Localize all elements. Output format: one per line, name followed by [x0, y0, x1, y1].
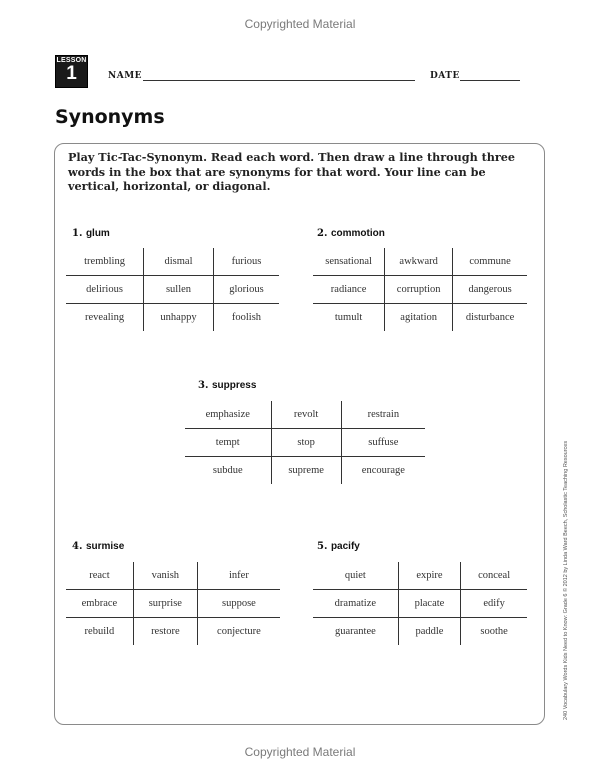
puzzle-number: 1. — [72, 228, 83, 239]
grid-row — [66, 617, 280, 645]
lesson-badge-label: LESSON — [56, 57, 87, 64]
grid-row — [313, 303, 527, 331]
grid-cell[interactable]: emphasize — [185, 401, 271, 429]
page-title: Synonyms — [55, 106, 165, 128]
puzzle-number: 2. — [317, 228, 328, 239]
grid-row — [66, 248, 279, 276]
puzzle-3-label — [198, 380, 256, 391]
puzzle-5-grid — [313, 562, 527, 645]
puzzle-3-grid — [185, 401, 425, 484]
grid-row — [185, 401, 425, 429]
grid-row — [66, 276, 279, 304]
grid-cell[interactable]: revolt — [271, 401, 341, 429]
puzzle-word: commotion — [330, 228, 385, 239]
grid-cell[interactable]: unhappy — [144, 303, 214, 331]
grid-cell[interactable]: paddle — [398, 617, 461, 645]
grid-cell[interactable]: edify — [461, 590, 527, 618]
grid-cell[interactable]: infer — [197, 562, 280, 590]
instructions: Play Tic-Tac-Synonym. Read each word. Then draw a line through three words in the box that are synonyms for that word. Your line can be vertical, horizontal, or diagonal. — [68, 150, 516, 193]
grid-row — [313, 562, 527, 590]
grid-cell[interactable]: suppose — [197, 590, 280, 618]
lesson-badge — [55, 55, 88, 88]
grid-cell[interactable]: react — [66, 562, 133, 590]
grid-cell[interactable]: glorious — [213, 276, 279, 304]
puzzle-word: pacify — [330, 541, 360, 552]
copyright-watermark-top: Copyrighted Material — [244, 17, 356, 31]
grid-row — [313, 617, 527, 645]
grid-cell[interactable]: restrain — [341, 401, 425, 429]
grid-cell[interactable]: awkward — [385, 248, 453, 276]
grid-cell[interactable]: encourage — [361, 464, 405, 476]
grid-row — [185, 429, 425, 457]
copyright-watermark-bottom: Copyrighted Material — [244, 745, 356, 759]
grid-cell[interactable]: suffuse — [341, 429, 425, 457]
grid-cell[interactable]: surprise — [133, 590, 197, 618]
grid-cell[interactable]: furious — [213, 248, 279, 276]
puzzle-4-label — [72, 541, 124, 552]
grid-row — [185, 456, 425, 484]
grid-cell[interactable]: dangerous — [453, 276, 527, 304]
grid-cell[interactable]: guarantee — [313, 617, 398, 645]
puzzle-word: suppress — [211, 380, 257, 391]
grid-cell[interactable]: foolish — [231, 311, 262, 323]
grid-row — [66, 562, 280, 590]
grid-cell[interactable]: quiet — [313, 562, 398, 590]
grid-cell[interactable]: tumult — [313, 303, 385, 331]
puzzle-word: surmise — [85, 541, 125, 552]
grid-cell[interactable]: stop — [271, 429, 341, 457]
grid-cell[interactable]: expire — [398, 562, 461, 590]
date-label: DATE — [430, 71, 460, 81]
grid-cell[interactable]: delirious — [66, 276, 144, 304]
grid-row — [66, 590, 280, 618]
grid-cell[interactable]: dramatize — [313, 590, 398, 618]
puzzle-2-grid — [313, 248, 527, 331]
grid-cell[interactable]: dismal — [144, 248, 214, 276]
grid-cell[interactable]: sensational — [313, 248, 385, 276]
grid-cell[interactable]: embrace — [66, 590, 133, 618]
grid-cell[interactable]: corruption — [385, 276, 453, 304]
puzzle-number: 5. — [317, 541, 328, 552]
grid-row — [313, 590, 527, 618]
date-blank[interactable] — [460, 80, 520, 81]
grid-row — [313, 248, 527, 276]
puzzle-word: glum — [85, 228, 110, 239]
grid-cell[interactable]: vanish — [133, 562, 197, 590]
puzzle-2-label — [317, 228, 385, 239]
grid-cell[interactable]: restore — [133, 617, 197, 645]
name-label: NAME — [108, 71, 143, 81]
grid-cell[interactable]: soothe — [480, 625, 508, 637]
grid-cell[interactable]: tempt — [185, 429, 271, 457]
grid-cell[interactable]: conjecture — [217, 625, 261, 637]
puzzle-1-label — [72, 228, 110, 239]
side-credit: 240 Vocabulary Words Kids Need to Know: Grade 6 © 2012 by Linda Ward Beech, Scholastic Teaching Resources — [563, 440, 569, 720]
grid-row — [313, 276, 527, 304]
grid-row — [66, 303, 279, 331]
puzzle-number: 4. — [72, 541, 83, 552]
grid-cell[interactable]: disturbance — [465, 311, 515, 323]
grid-cell[interactable]: supreme — [271, 456, 341, 484]
grid-cell[interactable]: rebuild — [66, 617, 133, 645]
grid-cell[interactable]: commune — [453, 248, 527, 276]
grid-cell[interactable]: radiance — [313, 276, 385, 304]
grid-cell[interactable]: trembling — [66, 248, 144, 276]
puzzle-5-label — [317, 541, 360, 552]
name-blank[interactable] — [143, 80, 415, 81]
grid-cell[interactable]: conceal — [461, 562, 527, 590]
puzzle-1-grid — [66, 248, 279, 331]
puzzle-number: 3. — [198, 380, 209, 391]
grid-cell[interactable]: placate — [398, 590, 461, 618]
grid-cell[interactable]: sullen — [144, 276, 214, 304]
grid-cell[interactable]: subdue — [185, 456, 271, 484]
puzzle-4-grid — [66, 562, 280, 645]
lesson-badge-number: 1 — [66, 63, 77, 84]
grid-cell[interactable]: agitation — [385, 303, 453, 331]
grid-cell[interactable]: revealing — [66, 303, 144, 331]
